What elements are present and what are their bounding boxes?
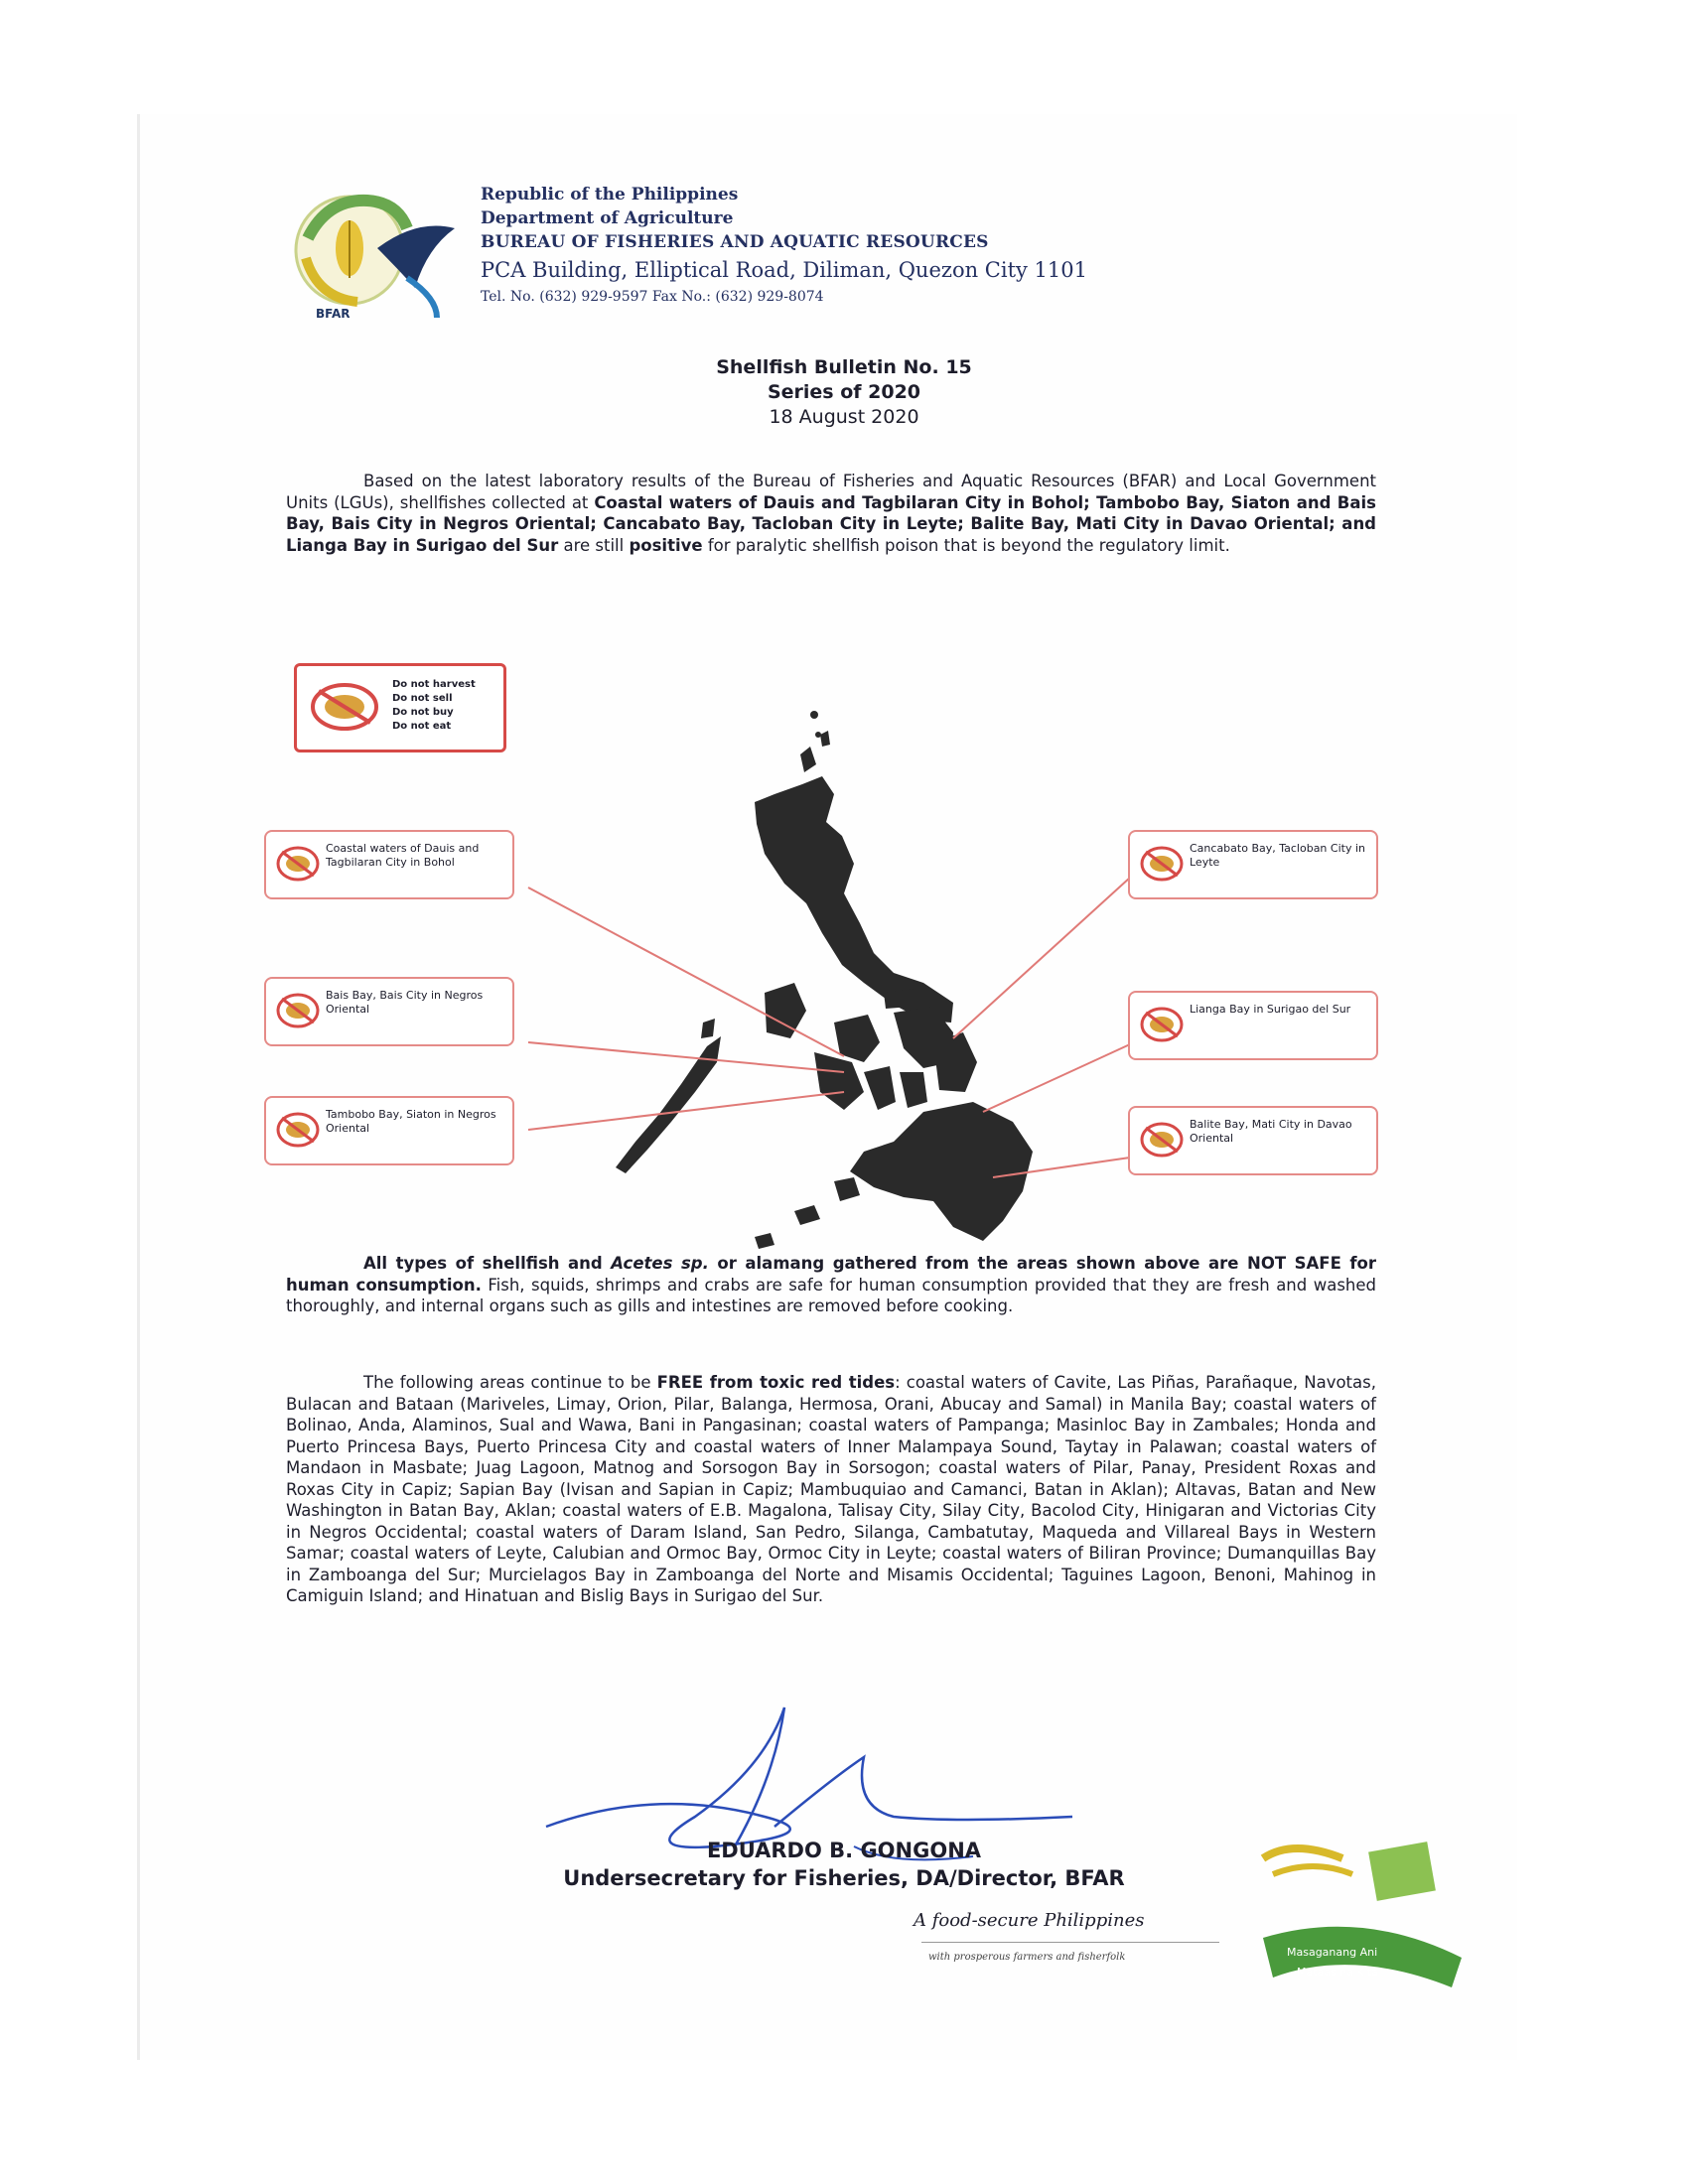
p1-mid: are still	[558, 535, 630, 555]
callout-tambobo	[264, 1096, 514, 1165]
paragraph-free-areas	[286, 1372, 1376, 1607]
letterhead-bureau: BUREAU OF FISHERIES AND AQUATIC RESOURCES	[481, 232, 989, 252]
signatory-title: Undersecretary for Fisheries, DA/Director, BFAR	[563, 1866, 1125, 1890]
callout-balite-text: Balite Bay, Mati City in Davao Oriental	[1190, 1118, 1352, 1145]
callout-lianga-text: Lianga Bay in Surigao del Sur	[1190, 1003, 1351, 1016]
legend-line2: Do not sell	[392, 693, 453, 704]
letterhead-contact: Tel. No. (632) 929-9597 Fax No.: (632) 929-8074	[481, 289, 824, 305]
p2-acetes: Acetes sp.	[611, 1254, 709, 1273]
letterhead	[481, 183, 1087, 308]
p1-end: for paralytic shellfish poison that is beyond the regulatory limit.	[702, 535, 1230, 555]
letterhead-department: Department of Agriculture	[481, 208, 734, 228]
bulletin-title	[0, 355, 1688, 430]
legend-text	[392, 678, 476, 734]
callout-cancabato-text: Cancabato Bay, Tacloban City in Leyte	[1190, 842, 1365, 869]
svg-text:Mataas na Kita: Mataas na Kita	[1297, 1966, 1378, 1979]
slogan-divider	[921, 1942, 1219, 1943]
no-shellfish-icon	[276, 1112, 320, 1148]
letterhead-republic: Republic of the Philippines	[481, 185, 739, 205]
svg-text:BFAR: BFAR	[316, 307, 351, 321]
bulletin-date: 18 August 2020	[769, 406, 919, 428]
legend-line4: Do not eat	[392, 721, 452, 732]
p1-positive: positive	[629, 535, 703, 555]
bulletin-number: Shellfish Bulletin No. 15	[716, 356, 972, 378]
no-shellfish-icon	[1140, 1007, 1184, 1042]
p2-bold: All types of shellfish and	[363, 1254, 612, 1273]
no-shellfish-icon	[311, 683, 378, 731]
bulletin-series: Series of 2020	[767, 381, 921, 403]
callout-balite	[1128, 1106, 1378, 1175]
p2-rest: Fish, squids, shrimps and crabs are safe for human consumption provided that they are fresh and washed thoroughly, and internal organs such as gills and intestines are removed before cooking.	[286, 1275, 1377, 1315]
bfar-logo	[288, 179, 467, 328]
svg-text:Masaganang Ani: Masaganang Ani	[1287, 1946, 1378, 1959]
slogan-sub: with prosperous farmers and fisherfolk	[928, 1952, 1126, 1963]
no-shellfish-icon	[276, 846, 320, 882]
p3-list: : coastal waters of Cavite, Las Piñas, Parañaque, Navotas, Bulacan and Bataan (Mariveles, Limay, Orion, Pilar, Balanga, Hermosa, Orani, Abucay and Samal) in Manila Bay; coastal waters of Bolinao, Anda, Alaminos, Sual and Wawa, Bani in Pangasinan; coastal waters of Pampanga; Masinloc Bay in Zambales; Honda and Puerto Princesa Bays, Puerto Princesa City and coastal waters of Inner Malampaya Sound, Taytay in Palawan; coastal waters of Mandaon in Masbate; Juag Lagoon, Matnog and Sorsogon Bay in Sorsogon; coastal waters of Pilar, Panay, President Roxas and Roxas City in Capiz; Sapian Bay (Ivisan and Sapian in Capiz; Mambuquiao and Camanci, Batan in Aklan); Altavas, Batan and New Washington in Batan Bay, Aklan; coastal waters of E.B. Magalona, Talisay City, Silay City, Bacolod City, Hinigaran and Victorias City in Negros Occidental; coastal waters of Daram Island, San Pedro, Silanga, Cambatutay, Maqueda and Villareal Bays in Western Samar; coastal waters of Leyte, Calubian and Ormoc Bay, Ormoc City in Leyte; coastal waters of Biliran Province; Dumanquillas Bay in Zamboanga del Sur; Murcielagos Bay in Zamboanga del Norte and Misamis Occidental; Taguines Lagoon, Benoni, Mahinog in Camiguin Island; and Hinatuan and Bislig Bays in Surigao del Sur.	[286, 1373, 1376, 1605]
callout-tambobo-text: Tambobo Bay, Siaton in Negros Oriental	[326, 1108, 496, 1135]
no-shellfish-icon	[276, 993, 320, 1028]
callout-cancabato	[1128, 830, 1378, 899]
p2-bold2: or alamang gathered from the areas shown above are NOT SAFE for human consumption.	[286, 1254, 1377, 1295]
no-shellfish-icon	[1140, 1122, 1184, 1158]
callout-bohol	[264, 830, 514, 899]
letterhead-address: PCA Building, Elliptical Road, Diliman, Quezon City 1101	[481, 258, 1087, 282]
masaganang-ani-badge	[1253, 1839, 1472, 2007]
p1-areas: Coastal waters of Dauis and Tagbilaran City in Bohol; Tambobo Bay, Siaton and Bais Bay, Bais City in Negros Oriental; Cancabato Bay, Tacloban City in Leyte; Balite Bay, Mati City in Davao Oriental; and Lianga Bay in Surigao del Sur	[286, 492, 1376, 555]
signatory-name: EDUARDO B. GONGONA	[706, 1839, 982, 1862]
paragraph-positive-areas	[286, 471, 1376, 556]
callout-bais-text: Bais Bay, Bais City in Negros Oriental	[326, 989, 484, 1016]
callout-bais	[264, 977, 514, 1046]
p3-free: FREE from toxic red tides	[656, 1373, 896, 1392]
no-shellfish-icon	[1140, 846, 1184, 882]
legend-line3: Do not buy	[392, 707, 454, 718]
slogan-main: A food-secure Philippines	[914, 1910, 1145, 1931]
callout-lianga	[1128, 991, 1378, 1060]
callout-bohol-text: Coastal waters of Dauis and Tagbilaran City in Bohol	[326, 842, 480, 869]
legend-line1: Do not harvest	[392, 679, 476, 690]
legend-box	[294, 663, 506, 752]
p3-intro: The following areas continue to be	[363, 1373, 657, 1392]
p1-intro: Based on the latest laboratory results of the Bureau of Fisheries and Aquatic Resources (BFAR) and Local Government Units (LGUs), shellfishes collected at	[286, 472, 1376, 512]
paragraph-not-safe	[286, 1253, 1376, 1317]
